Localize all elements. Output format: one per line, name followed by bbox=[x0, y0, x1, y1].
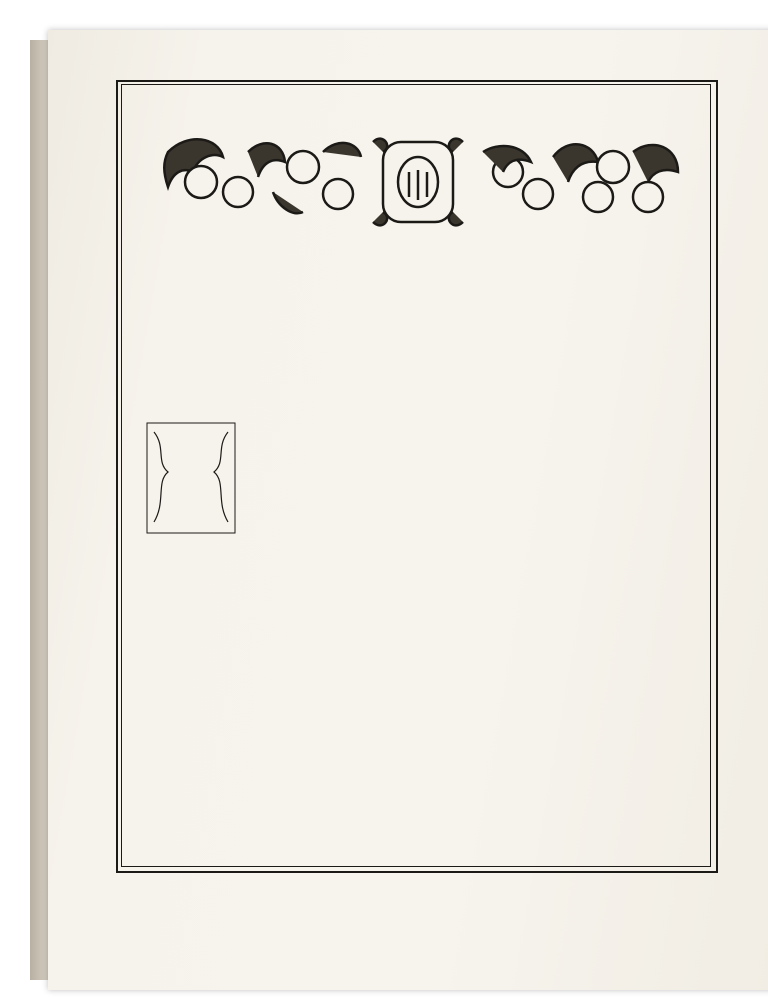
cherub-headpiece-ornament bbox=[143, 112, 703, 252]
ornate-dropcap-e bbox=[146, 422, 236, 534]
